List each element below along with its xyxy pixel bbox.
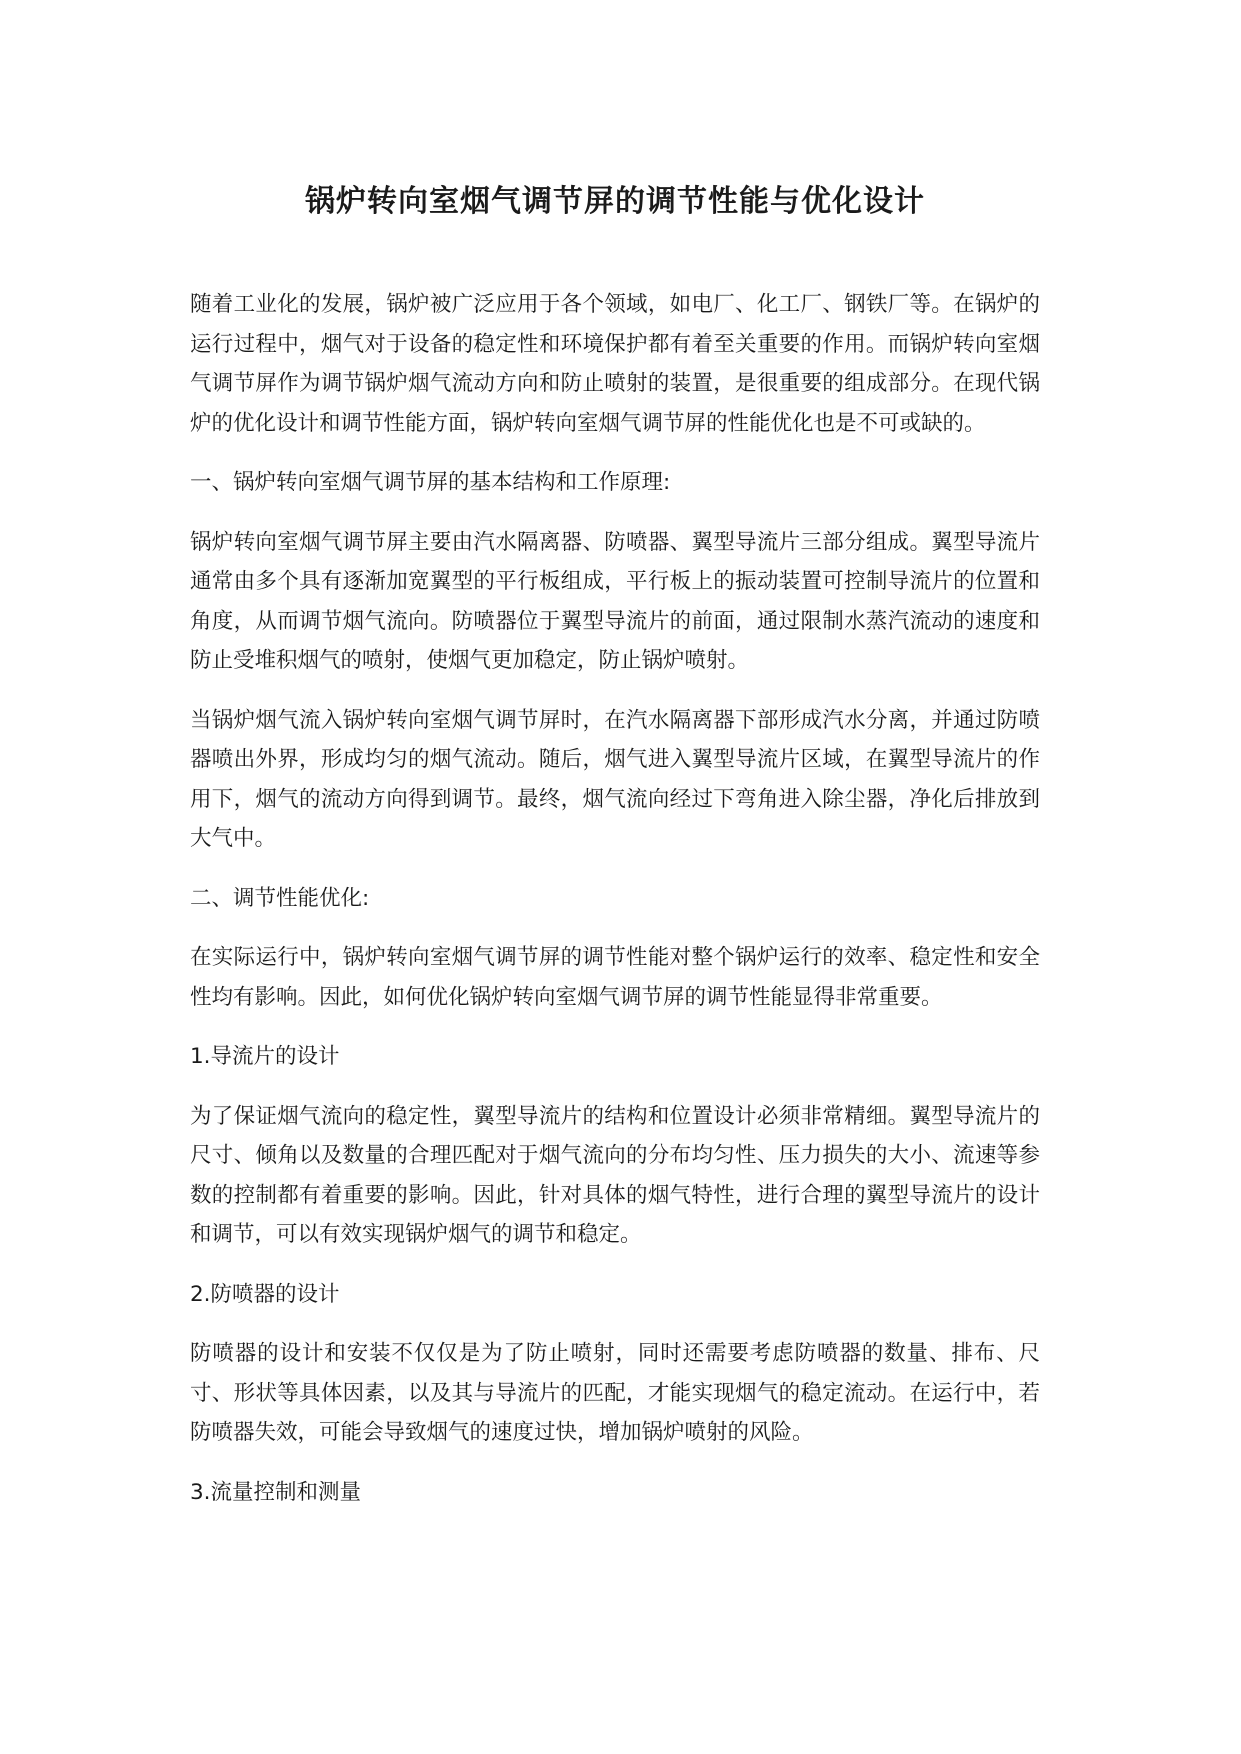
- document-page: [190, 176, 1040, 1532]
- document-title: 锅炉转向室烟气调节屏的调节性能与优化设计: [305, 184, 925, 219]
- section-2-paragraph-1: 在实际运行中，锅炉转向室烟气调节屏的调节性能对整个锅炉运行的效率、稳定性和安全性均有影响。因此，如何优化锅炉转向室烟气调节屏的调节性能显得非常重要。: [190, 945, 1040, 1010]
- subsection-3-heading: 3.流量控制和测量: [190, 1479, 362, 1505]
- section-2-heading: 二、调节性能优化:: [190, 885, 370, 911]
- intro-paragraph: 随着工业化的发展，锅炉被广泛应用于各个领域，如电厂、化工厂、钢铁厂等。在锅炉的运行过程中，烟气对于设备的稳定性和环境保护都有着至关重要的作用。而锅炉转向室烟气调节屏作为调节锅炉烟气流动方向和防止喷射的装置，是很重要的组成部分。在现代锅炉的优化设计和调节性能方面，锅炉转向室烟气调节屏的性能优化也是不可或缺的。: [190, 292, 1040, 436]
- subsection-2-heading: 2.防喷器的设计: [190, 1281, 340, 1307]
- section-1-heading: 一、锅炉转向室烟气调节屏的基本结构和工作原理:: [190, 470, 671, 495]
- section-1-paragraph-2: 当锅炉烟气流入锅炉转向室烟气调节屏时，在汽水隔离器下部形成汽水分离，并通过防喷器喷出外界，形成均匀的烟气流动。随后，烟气进入翼型导流片区域，在翼型导流片的作用下，烟气的流动方向得到调节。最终，烟气流向经过下弯角进入除尘器，净化后排放到大气中。: [190, 707, 1040, 851]
- subsection-2-paragraph: 防喷器的设计和安装不仅仅是为了防止喷射，同时还需要考虑防喷器的数量、排布、尺寸、形状等具体因素，以及其与导流片的匹配，才能实现烟气的稳定流动。在运行中，若防喷器失效，可能会导致烟气的速度过快，增加锅炉喷射的风险。: [190, 1341, 1040, 1445]
- subsection-1-paragraph: 为了保证烟气流向的稳定性，翼型导流片的结构和位置设计必须非常精细。翼型导流片的尺寸、倾角以及数量的合理匹配对于烟气流向的分布均匀性、压力损失的大小、流速等参数的控制都有着重要的影响。因此，针对具体的烟气特性，进行合理的翼型导流片的设计和调节，可以有效实现锅炉烟气的调节和稳定。: [190, 1103, 1040, 1247]
- section-1-paragraph-1: 锅炉转向室烟气调节屏主要由汽水隔离器、防喷器、翼型导流片三部分组成。翼型导流片通常由多个具有逐渐加宽翼型的平行板组成，平行板上的振动装置可控制导流片的位置和角度，从而调节烟气流向。防喷器位于翼型导流片的前面，通过限制水蒸汽流动的速度和防止受堆积烟气的喷射，使烟气更加稳定，防止锅炉喷射。: [190, 529, 1040, 673]
- subsection-1-heading: 1.导流片的设计: [190, 1044, 340, 1069]
